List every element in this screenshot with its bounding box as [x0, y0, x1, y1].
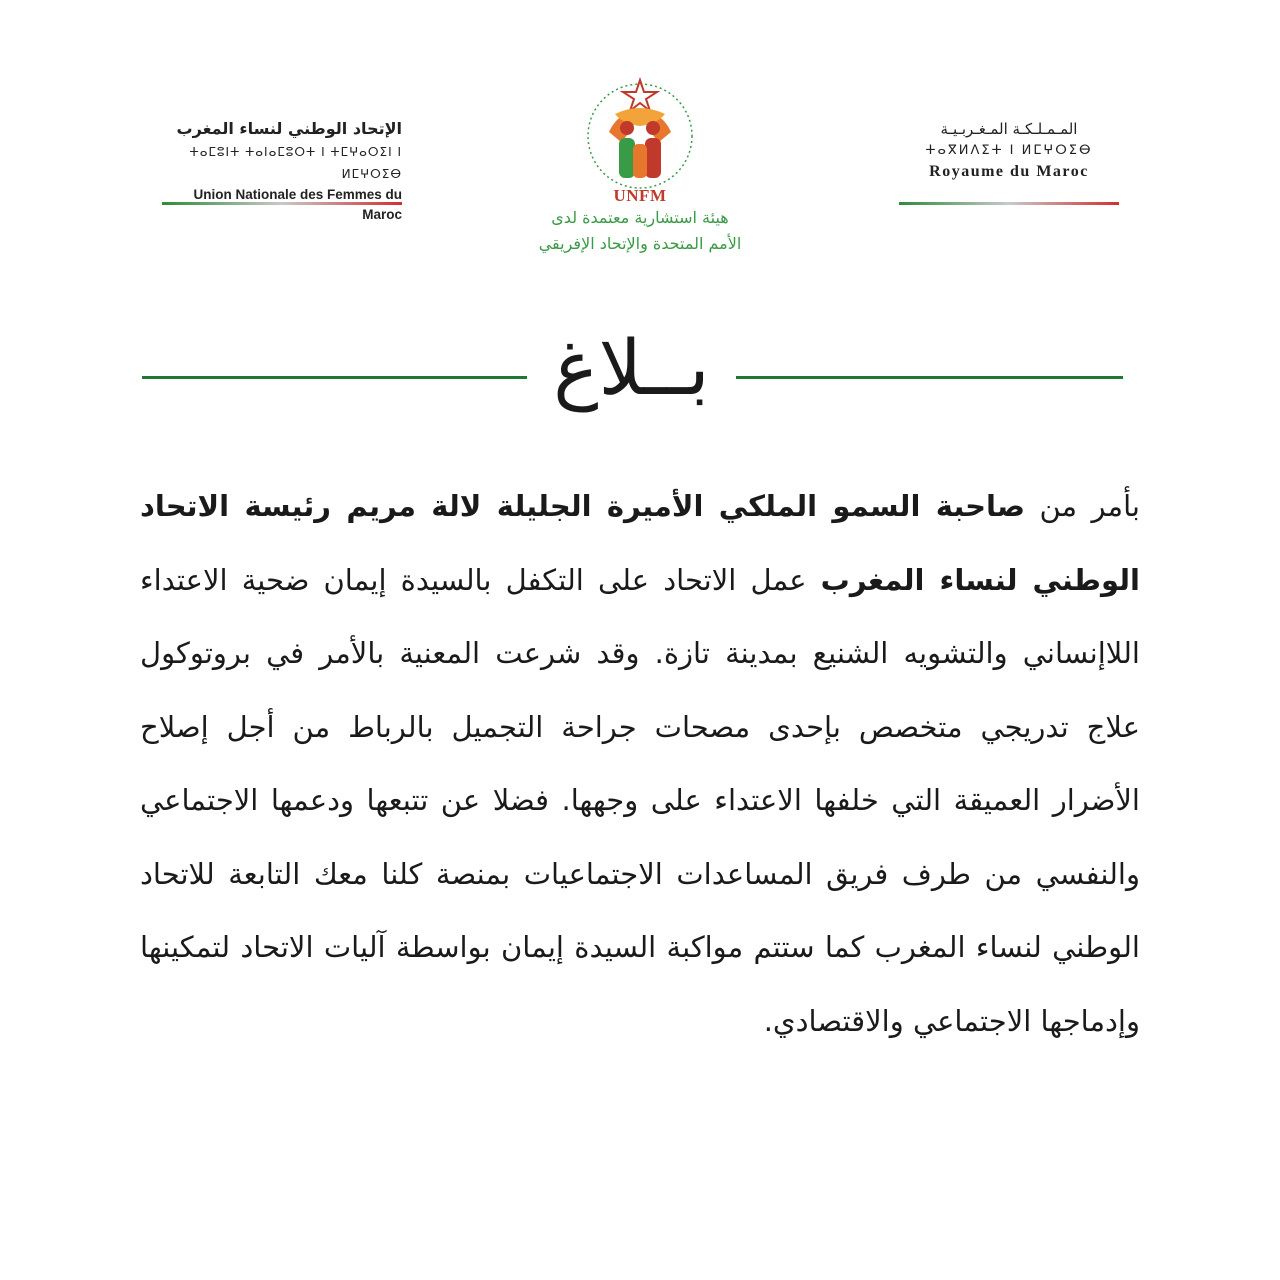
kingdom-name-french: Royaume du Maroc: [929, 163, 1089, 180]
kingdom-name-arabic: المـمـلـكـة المـغـربـيـة: [940, 120, 1078, 138]
kingdom-name-tifinagh: ⵜⴰⴳⵍⴷⵉⵜ ⵏ ⵍⵎⵖⵔⵉⴱ: [925, 143, 1093, 158]
header-right-divider: [899, 202, 1119, 205]
unfm-logo: [500, 74, 780, 274]
union-name-french: Union Nationale des Femmes du Maroc: [193, 187, 402, 222]
unfm-emblem-icon: [575, 74, 705, 194]
page-title: بــلاغ: [553, 323, 710, 412]
union-name-arabic: الإتحاد الوطني لنساء المغرب: [176, 119, 402, 138]
logo-tagline-line1: هيئة استشارية معتمدة لدى: [551, 208, 729, 227]
header-left-divider: [162, 202, 402, 205]
body-intro: بأمر من: [1024, 489, 1140, 523]
title-rule-right: [736, 376, 1123, 379]
title-rule-left: [142, 376, 527, 379]
union-name-tifinagh: ⵜⴰⵎⵓⵏⵜ ⵜⴰⵏⴰⵎⵓⵔⵜ ⵏ ⵜⵎⵖⴰⵔⵉⵏ ⵏ ⵍⵎⵖⵔⵉⴱ: [189, 145, 402, 181]
body-bold-title: صاحبة السمو الملكي الأميرة الجليلة لالة مريم رئيسة الاتحاد الوطني لنساء المغرب: [140, 489, 1140, 597]
header-right-block: [899, 118, 1119, 182]
body-main-text: عمل الاتحاد على التكفل بالسيدة إيمان ضحية الاعتداء اللاإنساني والتشويه الشنيع بمدينة تازة. وقد شرعت المعنية بالأمر في بروتوكول علاج تدريجي متخصص بإحدى مصحات جراحة التجميل بالرباط من أجل إصلاح الأضرار العميقة التي خلفها الاعتداء على وجهها. فضلا عن تتبعها ودعمها الاجتماعي والنفسي من طرف فريق المساعدات الاجتماعيات بمنصة كلنا معك التابعة للاتحاد الوطني لنساء المغرب كما ستتم مواكبة السيدة إيمان بواسطة آليات الاتحاد لتمكينها وإدماجها الاجتماعي والاقتصادي.: [140, 562, 1140, 1038]
logo-tagline-line2: الأمم المتحدة والإتحاد الإفريقي: [538, 234, 742, 253]
logo-abbreviation: UNFM: [613, 186, 667, 205]
header-left-block: [162, 118, 402, 225]
communique-body: [140, 470, 1140, 1058]
